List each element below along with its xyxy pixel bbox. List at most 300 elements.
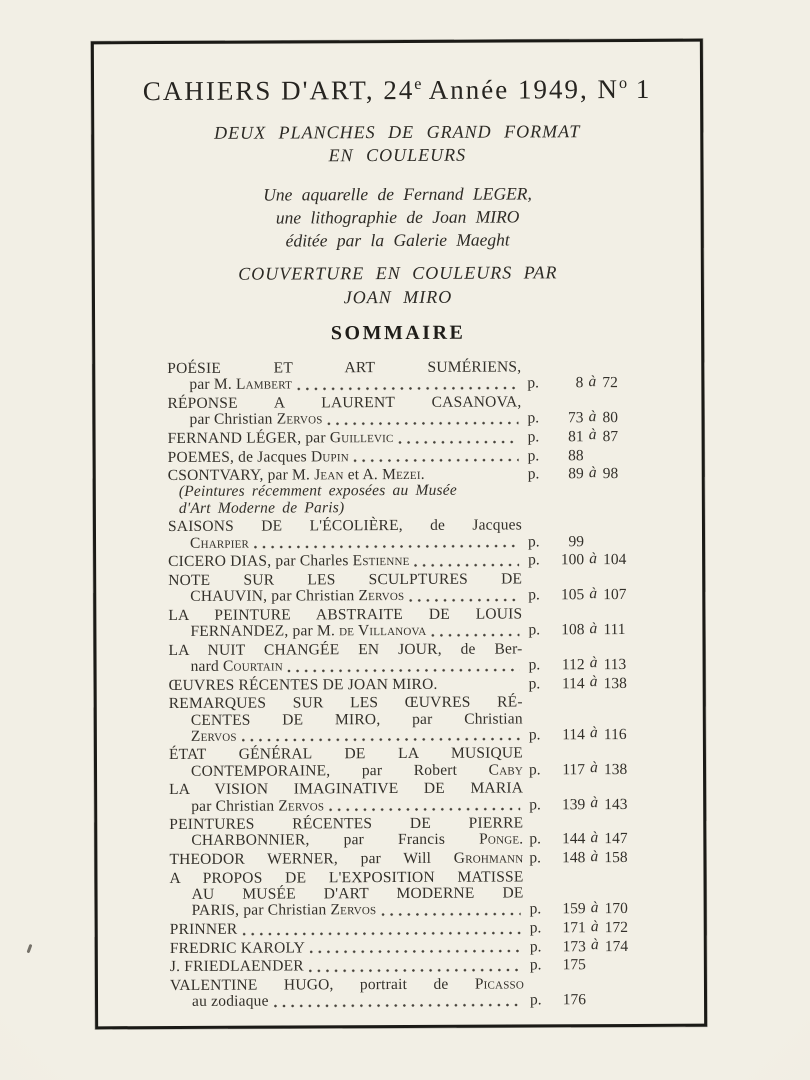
text-segment: Picasso (474, 975, 525, 993)
page-reference (523, 827, 653, 828)
text-segment: VALENTINE HUGO, portrait de (169, 975, 475, 995)
page-reference (524, 936, 654, 956)
page-reference (522, 549, 652, 569)
toc-title (167, 394, 521, 412)
text-segment: FERNANDEZ, par M. (190, 622, 340, 640)
page-range-separator: à (590, 898, 599, 916)
page-reference (521, 372, 651, 392)
page-from: 159 (562, 900, 586, 918)
toc-title-text (168, 605, 522, 624)
page-reference (522, 583, 652, 584)
details-line: éditée par la Galerie Maeght (285, 229, 510, 251)
toc-title (167, 376, 521, 394)
page-to: 98 (602, 465, 619, 483)
toc-entry (168, 673, 653, 694)
page-range-separator: à (590, 794, 599, 812)
page-reference (521, 407, 651, 427)
details-line: Une aquarelle de Fernand LEGER, (263, 183, 532, 205)
details-line: une lithographie de Joan MIRO (275, 206, 520, 228)
text-segment: Guillevic (329, 428, 394, 447)
toc-title (167, 359, 521, 377)
text-segment: par M. (189, 375, 236, 394)
toc-title-text (169, 780, 523, 799)
toc-title-text (168, 553, 410, 570)
toc-title (169, 762, 523, 780)
toc-entry (169, 745, 653, 780)
text-segment: d'Art Moderne de Paris) (178, 498, 345, 517)
page-prefix: p. (527, 465, 540, 483)
toc-entry (168, 641, 652, 676)
text-segment: Zervos (190, 727, 237, 745)
text-segment: POEMES, de Jacques (167, 447, 311, 466)
toc-title (168, 588, 522, 606)
page-from: 8 (575, 374, 584, 392)
page-prefix: p. (529, 900, 542, 918)
page-reference (522, 618, 652, 619)
page-range-separator: à (588, 463, 597, 481)
toc-line (168, 499, 652, 517)
page-from: 105 (560, 586, 585, 604)
text-segment: au zodiaque (192, 992, 269, 1011)
toc-title (169, 851, 523, 869)
page-prefix: p. (528, 761, 541, 779)
text-segment: LA VISION IMAGINATIVE DE MARIA (169, 779, 524, 799)
page-reference (523, 792, 653, 793)
toc-entry (168, 571, 652, 606)
toc-title (168, 553, 522, 571)
text-segment: Lambert (235, 375, 293, 393)
page-prefix: p. (529, 919, 542, 937)
page-prefix: p. (529, 956, 542, 974)
page-to: 80 (602, 409, 619, 427)
dot-leader (297, 386, 518, 390)
text-segment: de Villanova (339, 621, 427, 640)
text-segment: . (420, 466, 425, 484)
toc-entry (168, 549, 652, 571)
dot-leader (310, 950, 521, 954)
dot-leader (329, 808, 520, 812)
page-to: 158 (604, 849, 628, 867)
page-range-separator: à (588, 426, 597, 444)
toc-line (170, 992, 654, 1010)
toc-line (169, 936, 654, 957)
text-segment: Estienne (352, 552, 410, 570)
page-to: 143 (604, 795, 628, 813)
text-segment: LA PEINTURE ABSTRAITE DE LOUIS (168, 605, 523, 624)
text-segment: ÉTAT GÉNÉRAL DE LA MUSIQUE (168, 744, 523, 764)
page-prefix: p. (529, 830, 541, 848)
text-segment: par Christian (191, 797, 279, 815)
text-segment: J. FRIEDLAENDER (169, 957, 304, 976)
cover-line: COUVERTURE EN COULEURS PAR (238, 262, 558, 284)
toc-line (168, 673, 653, 694)
toc-title-text (190, 535, 249, 551)
page-from: 171 (562, 919, 586, 937)
toc-line (169, 917, 654, 939)
page-prefix: p. (528, 551, 540, 569)
text-segment: (Peintures récemment exposées au Musée (178, 482, 457, 501)
text-segment: REMARQUES SUR LES ŒUVRES RÉ- (168, 693, 523, 713)
toc-entry (167, 426, 652, 447)
toc-line (170, 898, 654, 920)
page-to: 174 (604, 937, 629, 955)
page-from: 88 (568, 446, 584, 464)
page-to: 72 (602, 374, 618, 392)
page-from: 139 (561, 795, 586, 813)
text-segment: et A. (343, 466, 383, 484)
page-to: 170 (604, 900, 628, 918)
page-reference (523, 847, 653, 867)
text-segment: Jean (314, 466, 344, 484)
page-reference (524, 957, 654, 974)
page-prefix: p. (527, 428, 540, 446)
page-range-separator: à (589, 619, 598, 637)
toc-title (168, 641, 522, 659)
toc-line (170, 957, 654, 975)
toc-title (170, 920, 524, 938)
toc-entry (170, 976, 654, 1011)
page-from: 117 (562, 760, 586, 778)
dot-leader (274, 1003, 521, 1007)
page-reference (523, 757, 653, 758)
page-reference (522, 529, 652, 530)
toc-line (168, 549, 652, 571)
dot-leader (288, 668, 520, 672)
toc-title-text (168, 430, 394, 447)
page-reference (521, 406, 651, 407)
text-segment: RÉPONSE A LAURENT CASANOVA, (167, 393, 522, 412)
page-reference (523, 706, 653, 707)
stray-ink-mark (27, 944, 32, 953)
dot-leader (254, 545, 519, 549)
toc-title-text (191, 761, 523, 779)
toc-title (170, 977, 524, 995)
toc-title-text (169, 850, 523, 869)
toc-line (167, 407, 651, 429)
toc-title-text (190, 623, 426, 640)
toc-entries (167, 359, 654, 1011)
text-segment: Zervos (278, 796, 325, 815)
toc-title-text (190, 588, 404, 605)
toc-title (170, 958, 524, 976)
text-segment: FREDRIC KAROLY (169, 939, 306, 957)
title-text-1: CAHIERS D'ART, 24 (142, 74, 415, 107)
toc-entry (169, 936, 654, 957)
dot-leader (328, 421, 519, 425)
page-range-separator: à (590, 759, 598, 777)
toc-title (170, 902, 524, 920)
toc-title-text (189, 411, 322, 428)
title-superscript-o: o (618, 74, 628, 93)
toc-title-text (168, 449, 349, 466)
dot-leader (381, 912, 520, 916)
text-segment: CHAUVIN, par Christian (190, 587, 359, 606)
toc-title-text (170, 940, 305, 957)
dot-leader (309, 969, 521, 973)
dot-leader (242, 738, 520, 742)
plates-details (94, 182, 700, 254)
text-segment: A PROPOS DE L'EXPOSITION MATISSE (169, 868, 524, 887)
toc-title-text (192, 885, 524, 903)
toc-title (169, 781, 523, 799)
toc-title-text (168, 570, 522, 589)
toc-title (168, 448, 522, 466)
page-range-separator: à (589, 724, 598, 742)
page-reference (523, 654, 653, 674)
page-prefix: p. (527, 532, 540, 550)
text-segment: AU MUSÉE D'ART MODERNE DE (191, 884, 524, 904)
text-segment: par Christian (189, 410, 277, 429)
toc-title-text (191, 798, 324, 815)
page-prefix: p. (528, 621, 541, 639)
toc-line (169, 847, 653, 869)
page-from: 114 (562, 725, 585, 744)
toc-title-text (168, 640, 522, 659)
toc-title (167, 411, 521, 429)
page-range-separator: à (590, 847, 599, 865)
toc-title-text (192, 902, 377, 919)
page-reference (522, 619, 652, 639)
page-reference (524, 917, 654, 937)
plates-line: EN COULEURS (328, 144, 467, 166)
cover-credit (95, 260, 701, 311)
toc-line (169, 724, 653, 745)
page-prefix: p. (529, 938, 542, 956)
dot-leader (242, 931, 520, 935)
toc-entry (169, 694, 653, 745)
page-from: 176 (562, 991, 587, 1009)
page-reference (522, 494, 652, 495)
page-from: 99 (568, 532, 585, 550)
toc-title (169, 711, 523, 729)
title-text-2: Année 1949, N (421, 74, 620, 105)
page-from: 144 (562, 830, 586, 848)
page-reference (523, 759, 653, 779)
page-to: 138 (603, 760, 628, 778)
page-reference (521, 371, 651, 372)
toc-title-text (179, 483, 457, 500)
toc-title (168, 499, 522, 517)
page-prefix: p. (527, 409, 540, 427)
page-title (94, 74, 700, 108)
page-content (94, 42, 704, 1027)
page-from: 81 (568, 428, 584, 446)
page-prefix: p. (528, 675, 541, 693)
toc-entry (168, 517, 652, 552)
page-reference (524, 988, 654, 989)
text-segment: POÉSIE ET ART SUMÉRIENS, (167, 358, 522, 378)
toc-entry (169, 847, 653, 869)
toc-line (167, 372, 651, 394)
page-reference (523, 724, 653, 744)
page-reference (522, 584, 652, 604)
title-text-3: 1 (627, 73, 652, 105)
page-range-separator: à (588, 372, 597, 390)
toc-title-text (170, 976, 524, 995)
text-segment: Charpier (189, 534, 250, 552)
toc-line (168, 447, 652, 465)
page-to: 87 (602, 427, 619, 445)
page-reference (522, 463, 652, 483)
page-range-separator: à (588, 407, 597, 425)
page-to: 116 (603, 725, 627, 743)
page-from: 73 (567, 409, 584, 427)
page-range-separator: à (589, 549, 598, 567)
page-from: 114 (561, 674, 585, 692)
sommaire-heading: SOMMAIRE (330, 321, 466, 345)
toc-title (169, 727, 523, 745)
toc-title (168, 483, 522, 501)
page-to: 111 (603, 621, 626, 639)
toc-title-text (169, 676, 438, 693)
toc-title-text (191, 710, 523, 728)
page-prefix: p. (529, 849, 542, 867)
page-prefix: p. (529, 991, 542, 1009)
text-segment: Zervos (358, 587, 405, 605)
page-from: 175 (562, 956, 586, 974)
toc-entry (168, 606, 652, 641)
page-to: 104 (603, 551, 627, 569)
page-prefix: p. (527, 446, 540, 464)
page-reference (523, 722, 653, 723)
page-range-separator: à (590, 936, 599, 954)
dot-leader (431, 633, 519, 636)
toc-line (167, 426, 652, 447)
toc-title (168, 534, 522, 552)
toc-title-text (191, 831, 523, 849)
page-prefix: p. (528, 726, 541, 744)
toc-line (168, 584, 652, 606)
toc-entry (169, 917, 654, 939)
toc-line (168, 533, 652, 551)
page-reference (523, 673, 653, 693)
page-from: 89 (568, 465, 584, 483)
page-to: 113 (603, 655, 627, 674)
toc-title-text (167, 393, 521, 412)
toc-title-text (191, 658, 283, 675)
dot-leader (415, 563, 520, 566)
text-segment: Courtain (222, 657, 283, 675)
toc-title (170, 939, 524, 957)
text-segment: CSONTVARY, par M. (167, 466, 315, 485)
page-prefix: p. (528, 656, 541, 674)
text-segment: Ponge (479, 830, 520, 849)
toc-title-text (168, 517, 522, 536)
page-reference (522, 426, 652, 446)
title-superscript-e: e (414, 74, 422, 93)
toc-entry (169, 869, 653, 920)
page-to: 172 (604, 919, 629, 937)
toc-line (169, 831, 653, 849)
page-reference (524, 897, 654, 898)
toc-entry (168, 447, 652, 465)
page-reference (522, 511, 652, 512)
page-reference (524, 992, 654, 1009)
plates-line: DEUX PLANCHES DE GRAND FORMAT (214, 121, 581, 143)
page-range-separator: à (589, 654, 598, 672)
page-reference (523, 796, 653, 813)
toc-entry (169, 780, 653, 815)
text-segment: PARIS, par Christian (191, 901, 331, 920)
page-range-separator: à (590, 829, 599, 847)
toc-title-text (167, 358, 521, 377)
page-reference (524, 881, 654, 882)
text-segment: FERNAND LÉGER, par (167, 429, 330, 447)
text-segment: THEODOR WERNER, par Will (169, 849, 454, 869)
toc-title-text (179, 500, 345, 517)
toc-entry (169, 815, 653, 850)
page-range-separator: à (589, 584, 598, 602)
page-range-separator: à (589, 673, 598, 691)
toc-entry (167, 394, 651, 429)
page-to: 147 (604, 830, 628, 848)
page-range-separator: à (590, 917, 599, 935)
toc-entry (170, 957, 654, 975)
cover-line: JOAN MIRO (343, 286, 453, 308)
page-reference (522, 533, 652, 550)
page-to: 107 (603, 586, 627, 604)
page-from: 108 (561, 621, 585, 639)
text-segment: Caby (488, 761, 524, 779)
toc-title (169, 797, 523, 815)
toc-title (168, 429, 522, 447)
text-segment: SAISONS DE L'ÉCOLIÈRE, de Jacques (167, 516, 523, 536)
text-segment: . (519, 830, 524, 848)
dot-leader (354, 459, 519, 463)
text-segment: Zervos (330, 901, 377, 919)
text-segment: Zervos (276, 410, 323, 428)
text-segment: Grohmann (453, 849, 524, 867)
toc-line (169, 654, 653, 675)
text-segment: nard (190, 657, 224, 675)
toc-line (168, 619, 652, 640)
toc-title-text (170, 959, 304, 976)
toc-title (168, 623, 522, 641)
toc-line (169, 796, 653, 814)
page-from: 173 (562, 937, 586, 955)
text-segment: ŒUVRES RÉCENTES DE JOAN MIRO. (168, 675, 438, 694)
page-reference (523, 831, 653, 848)
page-reference (522, 447, 652, 464)
toc-entry (167, 463, 652, 517)
toc-title-text (170, 922, 238, 938)
toc-line (169, 759, 653, 780)
text-segment: Dupin (310, 447, 349, 465)
page-from: 100 (560, 551, 585, 569)
toc-title (169, 676, 523, 694)
toc-title-text (189, 377, 292, 394)
toc-title (169, 657, 523, 675)
page-reference (523, 653, 653, 654)
text-segment: CENTES DE MIRO, par Christian (190, 710, 523, 729)
dot-leader (409, 598, 519, 601)
text-segment: NOTE SUR LES SCULPTURES DE (168, 570, 523, 589)
text-segment: Mezei (382, 466, 421, 484)
toc-title (168, 518, 522, 536)
page-from: 148 (562, 849, 586, 867)
text-segment: PEINTURES RÉCENTES DE PIERRE (169, 814, 524, 834)
plates-subtitle (94, 120, 700, 169)
toc-title-text (191, 728, 237, 744)
page-to: 138 (603, 674, 627, 692)
toc-entry (167, 359, 651, 394)
page-prefix: p. (527, 374, 540, 392)
page-reference (524, 898, 654, 918)
toc-title (169, 832, 523, 850)
page-border-frame (91, 39, 707, 1030)
page-prefix: p. (528, 586, 540, 604)
dot-leader (399, 440, 519, 444)
